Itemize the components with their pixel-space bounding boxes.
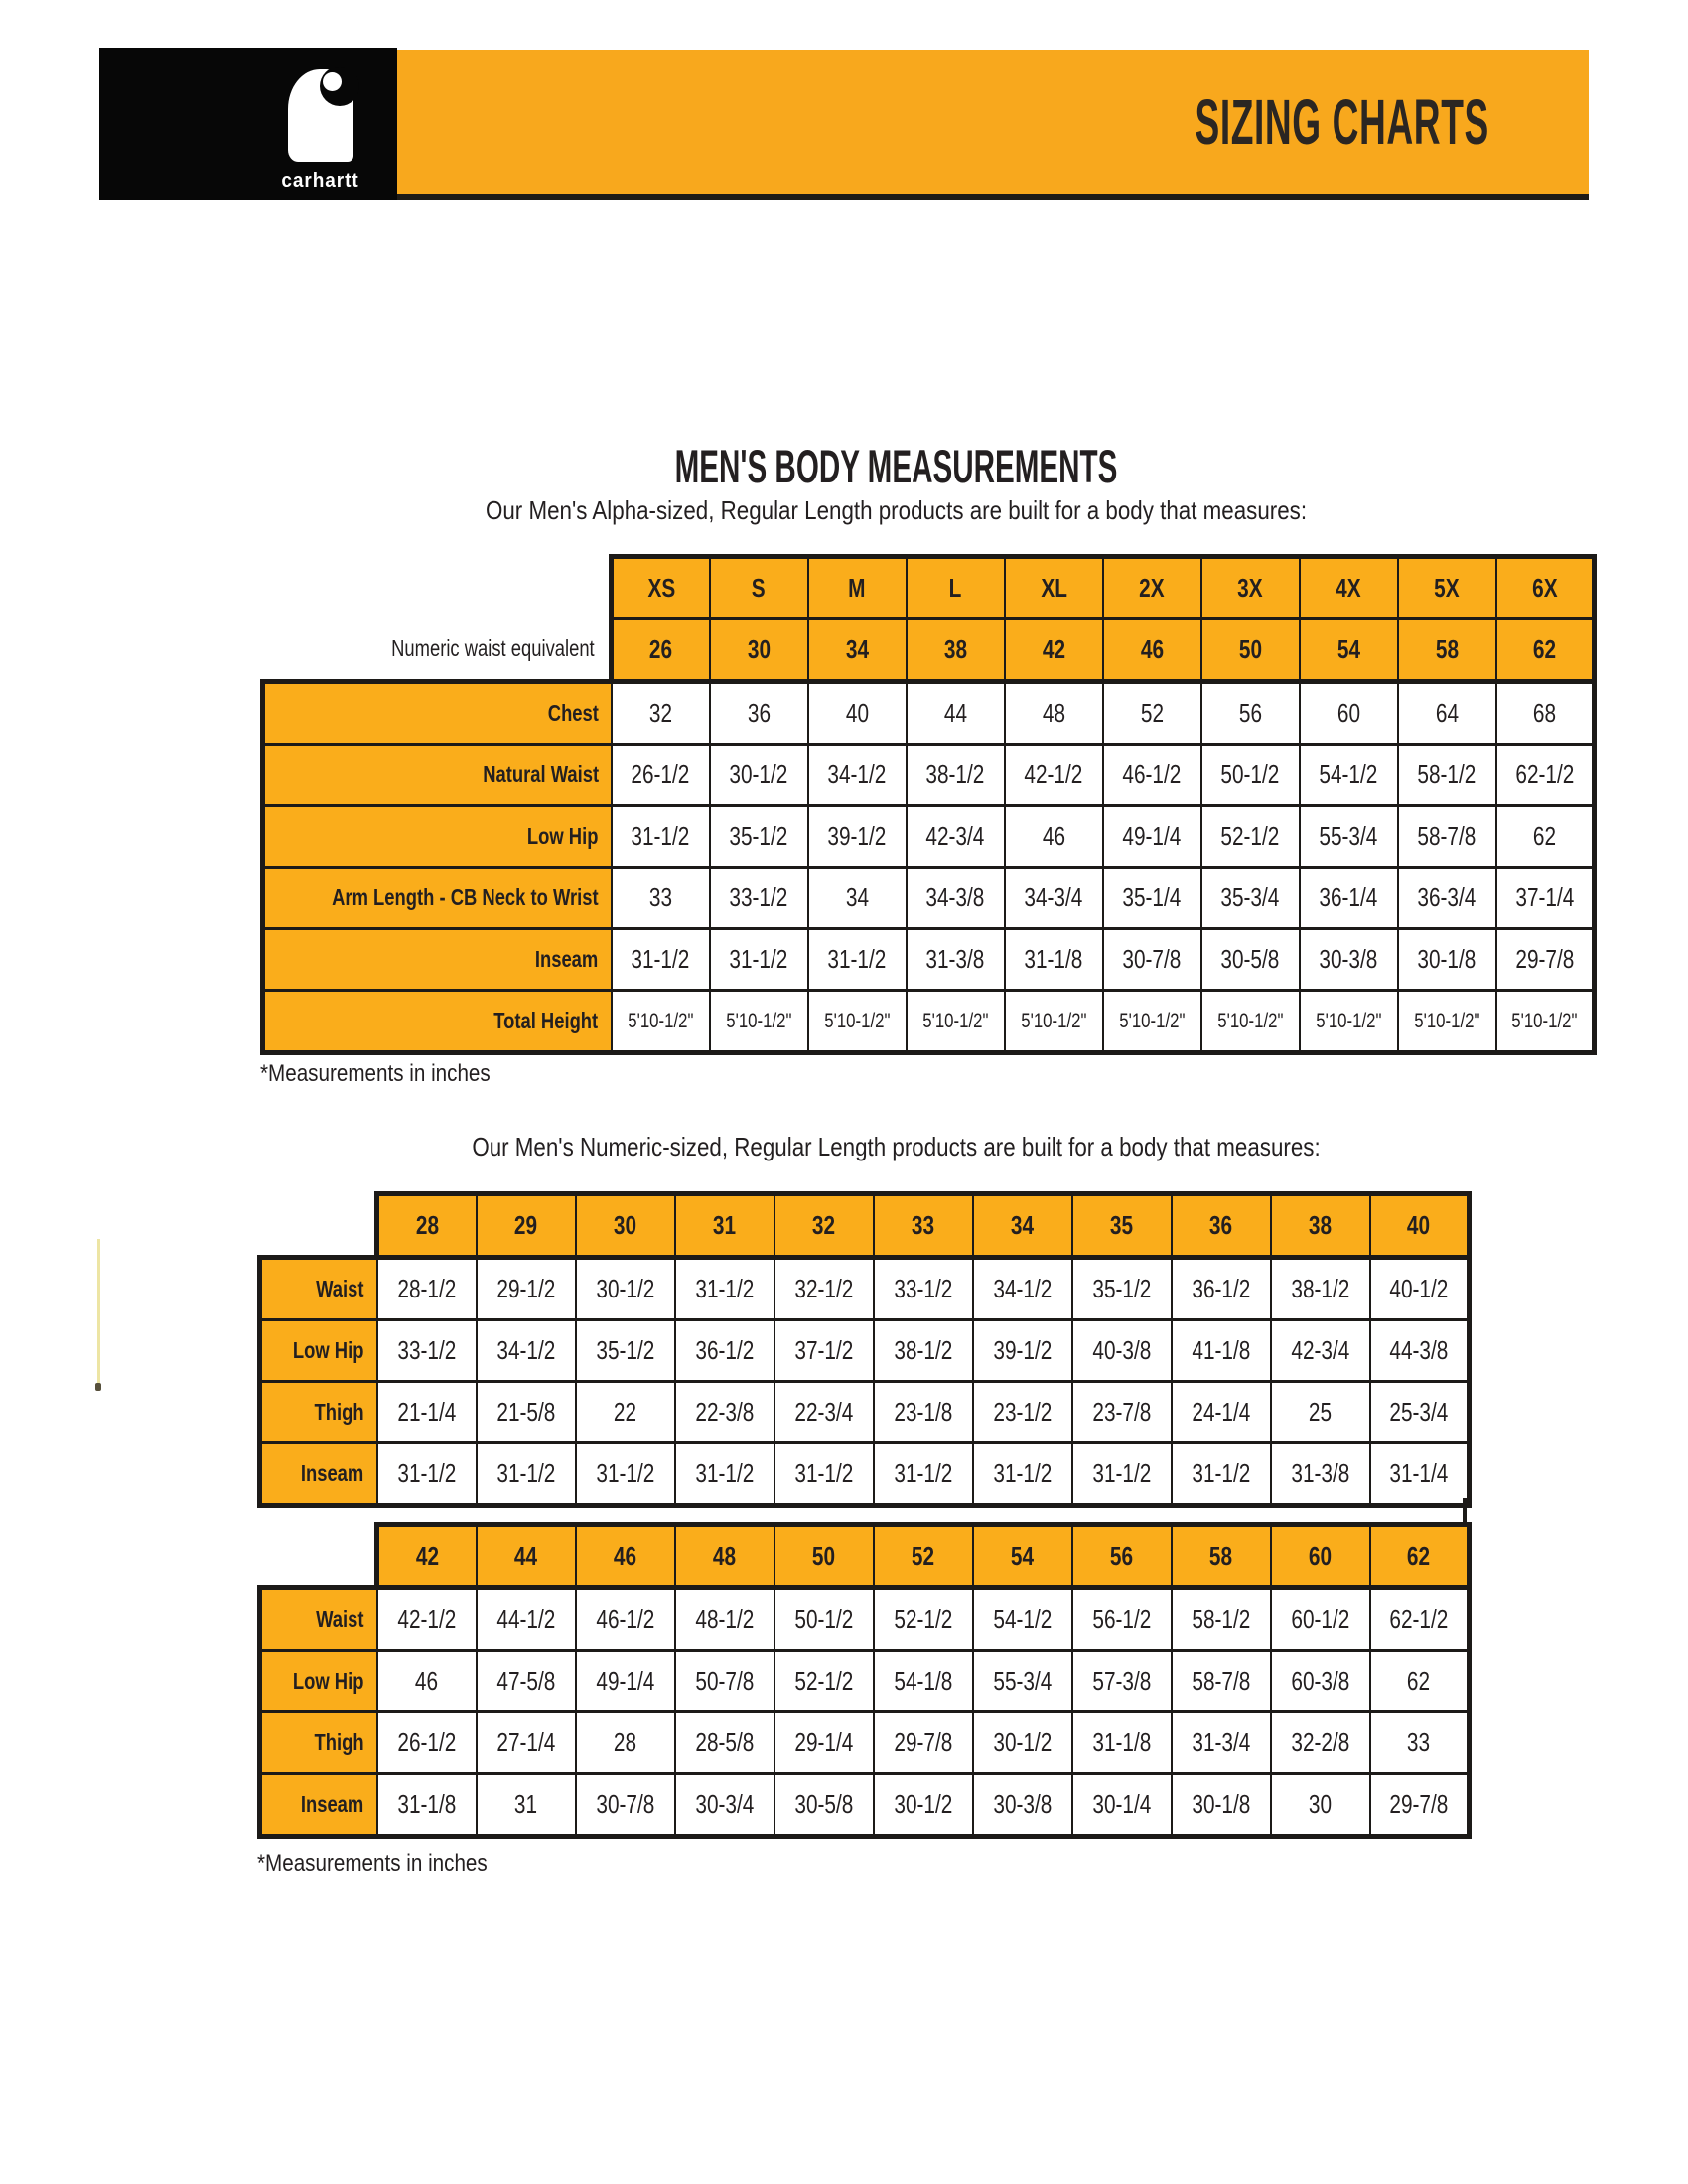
measurement-value: 33: [612, 868, 710, 929]
row-label: Arm Length - CB Neck to Wrist: [263, 868, 612, 929]
measurement-value: 33-1/2: [377, 1320, 477, 1382]
size-header-cell: 34: [973, 1194, 1072, 1258]
measurement-value: 32-1/2: [774, 1258, 874, 1320]
measurement-value: 21-5/8: [477, 1382, 576, 1443]
size-header-cell: 30: [576, 1194, 675, 1258]
measurement-value: 29-7/8: [1370, 1774, 1470, 1837]
measurement-value: 31-3/8: [1271, 1443, 1370, 1506]
measurement-value: 60: [1300, 682, 1398, 745]
measurement-value: 30-5/8: [774, 1774, 874, 1837]
measurement-value: 34-1/2: [808, 745, 907, 806]
measurement-row: [263, 868, 1595, 929]
size-header-cell: 33: [874, 1194, 973, 1258]
measurement-value: 5'10-1/2": [808, 991, 907, 1053]
measurement-value: 21-1/4: [377, 1382, 477, 1443]
measurement-value: 58-1/2: [1172, 1588, 1271, 1651]
measurement-value: 30-7/8: [1103, 929, 1201, 991]
measurement-value: 30-1/2: [874, 1774, 973, 1837]
measurement-value: 62: [1496, 806, 1595, 868]
numeric-size-table-28-40: [257, 1191, 1472, 1508]
size-header-cell: 54: [973, 1525, 1072, 1588]
measurement-value: 30-3/4: [675, 1774, 774, 1837]
measurement-value: 23-1/8: [874, 1382, 973, 1443]
measurement-row: [260, 1382, 1470, 1443]
row-label: Natural Waist: [263, 745, 612, 806]
measurement-value: 31-1/8: [1072, 1712, 1172, 1774]
measurement-row: [260, 1443, 1470, 1506]
measurement-value: 31-1/4: [1370, 1443, 1470, 1506]
measurement-value: 31-1/2: [710, 929, 808, 991]
measurement-value: 30-1/2: [576, 1258, 675, 1320]
measurement-value: 33: [1370, 1712, 1470, 1774]
measurement-value: 52: [1103, 682, 1201, 745]
numeric-waist-value: 34: [808, 619, 907, 682]
measurement-value: 37-1/2: [774, 1320, 874, 1382]
measurement-value: 68: [1496, 682, 1595, 745]
row-label: Waist: [260, 1588, 377, 1651]
measurement-value: 31-1/8: [1005, 929, 1103, 991]
measurement-value: 5'10-1/2": [1300, 991, 1398, 1053]
measurement-value: 54-1/8: [874, 1651, 973, 1712]
measurement-value: 29-1/2: [477, 1258, 576, 1320]
numeric-size-table-42-62-wrap: [257, 1522, 1472, 1839]
measurement-value: 38-1/2: [874, 1320, 973, 1382]
size-header-cell: 62: [1370, 1525, 1470, 1588]
measurement-value: 31-1/2: [612, 929, 710, 991]
row-label: Thigh: [260, 1712, 377, 1774]
size-header-cell: 56: [1072, 1525, 1172, 1588]
measurement-value: 62-1/2: [1370, 1588, 1470, 1651]
measurement-value: 56-1/2: [1072, 1588, 1172, 1651]
measurement-value: 44-3/8: [1370, 1320, 1470, 1382]
size-header-cell: 32: [774, 1194, 874, 1258]
size-header-row: [263, 557, 1595, 619]
numeric-waist-value: 46: [1103, 619, 1201, 682]
numeric-waist-value: 42: [1005, 619, 1103, 682]
empty-corner-cell: [260, 1194, 377, 1258]
measurement-value: 54-1/2: [1300, 745, 1398, 806]
measurement-value: 33-1/2: [874, 1258, 973, 1320]
measurement-value: 30-7/8: [576, 1774, 675, 1837]
row-label: Inseam: [260, 1443, 377, 1506]
measurement-value: 24-1/4: [1172, 1382, 1271, 1443]
measurement-value: 40-3/8: [1072, 1320, 1172, 1382]
measurement-value: 22: [576, 1382, 675, 1443]
size-header-cell: 28: [377, 1194, 477, 1258]
size-header-cell: 3X: [1201, 557, 1300, 619]
measurement-value: 50-1/2: [774, 1588, 874, 1651]
measurement-row: [260, 1258, 1470, 1320]
measurement-row: [260, 1320, 1470, 1382]
numeric-waist-value: 62: [1496, 619, 1595, 682]
measurement-value: 29-1/4: [774, 1712, 874, 1774]
size-header-cell: 58: [1172, 1525, 1271, 1588]
footnote-measurements-2: *Measurements in inches: [257, 1850, 488, 1877]
measurement-value: 31-1/2: [675, 1443, 774, 1506]
measurement-value: 36-3/4: [1398, 868, 1496, 929]
size-header-cell: S: [710, 557, 808, 619]
measurement-value: 31-3/8: [907, 929, 1005, 991]
alpha-sized-intro: Our Men's Alpha-sized, Regular Length products are built for a body that measures:: [485, 495, 1308, 525]
numeric-waist-row: [263, 619, 1595, 682]
measurement-value: 58-1/2: [1398, 745, 1496, 806]
numeric-waist-value: 30: [710, 619, 808, 682]
measurement-value: 58-7/8: [1172, 1651, 1271, 1712]
scan-artifact-speck: [95, 1383, 101, 1391]
size-header-cell: 60: [1271, 1525, 1370, 1588]
size-header-cell: 35: [1072, 1194, 1172, 1258]
measurement-value: 39-1/2: [973, 1320, 1072, 1382]
measurement-value: 27-1/4: [477, 1712, 576, 1774]
size-header-row: [260, 1525, 1470, 1588]
measurement-value: 58-7/8: [1398, 806, 1496, 868]
size-header-cell: 50: [774, 1525, 874, 1588]
size-header-cell: 2X: [1103, 557, 1201, 619]
measurement-value: 30-1/2: [973, 1712, 1072, 1774]
measurement-value: 38-1/2: [1271, 1258, 1370, 1320]
row-label: Low Hip: [263, 806, 612, 868]
measurement-value: 23-7/8: [1072, 1382, 1172, 1443]
measurement-value: 46: [377, 1651, 477, 1712]
empty-corner-cell: [263, 557, 612, 619]
numeric-sized-intro: Our Men's Numeric-sized, Regular Length products are built for a body that measures:: [472, 1132, 1321, 1161]
measurement-value: 36: [710, 682, 808, 745]
measurement-value: 35-3/4: [1201, 868, 1300, 929]
size-header-cell: L: [907, 557, 1005, 619]
measurement-value: 56: [1201, 682, 1300, 745]
measurement-value: 60-1/2: [1271, 1588, 1370, 1651]
carhartt-logo-box: [99, 48, 397, 200]
numeric-size-table-42-62: [257, 1522, 1472, 1839]
measurement-value: 5'10-1/2": [1103, 991, 1201, 1053]
size-header-cell: 52: [874, 1525, 973, 1588]
measurement-value: 30-1/8: [1398, 929, 1496, 991]
measurement-value: 26-1/2: [612, 745, 710, 806]
measurement-value: 31-1/2: [1072, 1443, 1172, 1506]
measurement-value: 31-1/2: [477, 1443, 576, 1506]
measurement-value: 31-1/2: [377, 1443, 477, 1506]
measurement-value: 5'10-1/2": [1201, 991, 1300, 1053]
measurement-value: 30-1/8: [1172, 1774, 1271, 1837]
page-header-title: SIZING CHARTS: [1195, 85, 1489, 158]
measurement-value: 31-1/2: [1172, 1443, 1271, 1506]
measurement-value: 34-1/2: [973, 1258, 1072, 1320]
measurement-value: 54-1/2: [973, 1588, 1072, 1651]
row-label: Low Hip: [260, 1320, 377, 1382]
measurement-value: 31-1/2: [808, 929, 907, 991]
measurement-value: 31-1/2: [874, 1443, 973, 1506]
carhartt-c-icon: [288, 69, 353, 162]
measurement-value: 57-3/8: [1072, 1651, 1172, 1712]
measurement-value: 36-1/4: [1300, 868, 1398, 929]
measurement-value: 34-3/4: [1005, 868, 1103, 929]
section-title: MEN'S BODY MEASUREMENTS: [674, 440, 1118, 492]
measurement-value: 5'10-1/2": [907, 991, 1005, 1053]
measurement-value: 44-1/2: [477, 1588, 576, 1651]
row-label: Waist: [260, 1258, 377, 1320]
measurement-value: 38-1/2: [907, 745, 1005, 806]
measurement-value: 39-1/2: [808, 806, 907, 868]
row-label: Inseam: [260, 1774, 377, 1837]
measurement-value: 35-1/2: [576, 1320, 675, 1382]
measurement-value: 31-1/2: [576, 1443, 675, 1506]
measurement-value: 64: [1398, 682, 1496, 745]
measurement-value: 26-1/2: [377, 1712, 477, 1774]
measurement-value: 28: [576, 1712, 675, 1774]
numeric-waist-value: 54: [1300, 619, 1398, 682]
measurement-value: 42-3/4: [1271, 1320, 1370, 1382]
measurement-value: 5'10-1/2": [1496, 991, 1595, 1053]
measurement-value: 34-3/8: [907, 868, 1005, 929]
measurement-value: 32: [612, 682, 710, 745]
alpha-size-table: [260, 554, 1597, 1055]
measurement-value: 30-3/8: [1300, 929, 1398, 991]
measurement-value: 31: [477, 1774, 576, 1837]
measurement-value: 48: [1005, 682, 1103, 745]
size-header-cell: XL: [1005, 557, 1103, 619]
measurement-value: 55-3/4: [973, 1651, 1072, 1712]
measurement-value: 50-7/8: [675, 1651, 774, 1712]
measurement-value: 30-3/8: [973, 1774, 1072, 1837]
measurement-value: 40-1/2: [1370, 1258, 1470, 1320]
measurement-value: 29-7/8: [874, 1712, 973, 1774]
footnote-measurements-1: *Measurements in inches: [260, 1060, 491, 1087]
measurement-value: 31-1/2: [973, 1443, 1072, 1506]
scan-artifact-line: [97, 1239, 100, 1386]
measurement-value: 29-7/8: [1496, 929, 1595, 991]
measurement-value: 31-1/2: [675, 1258, 774, 1320]
measurement-row: [263, 806, 1595, 868]
measurement-value: 41-1/8: [1172, 1320, 1271, 1382]
measurement-value: 47-5/8: [477, 1651, 576, 1712]
brand-wordmark: carhartt: [281, 170, 359, 192]
numeric-waist-value: 50: [1201, 619, 1300, 682]
size-header-cell: 48: [675, 1525, 774, 1588]
measurement-value: 55-3/4: [1300, 806, 1398, 868]
measurement-value: 28-5/8: [675, 1712, 774, 1774]
measurement-value: 34-1/2: [477, 1320, 576, 1382]
measurement-value: 52-1/2: [774, 1651, 874, 1712]
measurement-value: 33-1/2: [710, 868, 808, 929]
measurement-value: 46: [1005, 806, 1103, 868]
measurement-value: 49-1/4: [1103, 806, 1201, 868]
alpha-size-table-wrap: [260, 554, 1597, 1055]
measurement-value: 30-5/8: [1201, 929, 1300, 991]
size-header-cell: 36: [1172, 1194, 1271, 1258]
row-label: Inseam: [263, 929, 612, 991]
numeric-waist-value: 38: [907, 619, 1005, 682]
measurement-value: 52-1/2: [874, 1588, 973, 1651]
size-header-cell: 5X: [1398, 557, 1496, 619]
measurement-value: 42-1/2: [377, 1588, 477, 1651]
size-header-cell: 46: [576, 1525, 675, 1588]
numeric-waist-value: 26: [612, 619, 710, 682]
measurement-value: 22-3/4: [774, 1382, 874, 1443]
measurement-value: 5'10-1/2": [1005, 991, 1103, 1053]
measurement-value: 30-1/4: [1072, 1774, 1172, 1837]
numeric-size-table-28-40-wrap: [257, 1191, 1472, 1508]
measurement-value: 5'10-1/2": [612, 991, 710, 1053]
measurement-value: 42-3/4: [907, 806, 1005, 868]
measurement-value: 31-1/2: [774, 1443, 874, 1506]
measurement-value: 31-1/2: [612, 806, 710, 868]
empty-corner-cell: [260, 1525, 377, 1588]
size-header-cell: M: [808, 557, 907, 619]
measurement-value: 62: [1370, 1651, 1470, 1712]
measurement-value: 36-1/2: [1172, 1258, 1271, 1320]
size-header-cell: 29: [477, 1194, 576, 1258]
row-label: Chest: [263, 682, 612, 745]
measurement-row: [263, 682, 1595, 745]
size-header-cell: 38: [1271, 1194, 1370, 1258]
carhartt-c-swirl-dot: [323, 72, 342, 91]
measurement-value: 22-3/8: [675, 1382, 774, 1443]
measurement-value: 35-1/2: [710, 806, 808, 868]
carhartt-logo: [263, 69, 377, 193]
measurement-value: 25: [1271, 1382, 1370, 1443]
measurement-value: 42-1/2: [1005, 745, 1103, 806]
measurement-value: 50-1/2: [1201, 745, 1300, 806]
row-label: Total Height: [263, 991, 612, 1053]
measurement-row: [263, 745, 1595, 806]
size-header-cell: 42: [377, 1525, 477, 1588]
row-label: Thigh: [260, 1382, 377, 1443]
measurement-row: [260, 1651, 1470, 1712]
measurement-row: [260, 1588, 1470, 1651]
measurement-row: [260, 1712, 1470, 1774]
measurement-value: 31-1/8: [377, 1774, 477, 1837]
measurement-value: 28-1/2: [377, 1258, 477, 1320]
size-header-row: [260, 1194, 1470, 1258]
measurement-value: 5'10-1/2": [710, 991, 808, 1053]
size-header-cell: 4X: [1300, 557, 1398, 619]
measurement-value: 5'10-1/2": [1398, 991, 1496, 1053]
measurement-value: 46-1/2: [576, 1588, 675, 1651]
measurement-row: [260, 1774, 1470, 1837]
measurement-value: 49-1/4: [576, 1651, 675, 1712]
measurement-value: 35-1/2: [1072, 1258, 1172, 1320]
measurement-value: 32-2/8: [1271, 1712, 1370, 1774]
measurement-value: 36-1/2: [675, 1320, 774, 1382]
measurement-value: 25-3/4: [1370, 1382, 1470, 1443]
size-header-cell: 31: [675, 1194, 774, 1258]
measurement-value: 30: [1271, 1774, 1370, 1837]
measurement-row: [263, 929, 1595, 991]
row-label: Low Hip: [260, 1651, 377, 1712]
measurement-value: 30-1/2: [710, 745, 808, 806]
measurement-value: 23-1/2: [973, 1382, 1072, 1443]
measurement-value: 44: [907, 682, 1005, 745]
numeric-waist-value: 58: [1398, 619, 1496, 682]
size-header-cell: 44: [477, 1525, 576, 1588]
size-header-cell: 40: [1370, 1194, 1470, 1258]
measurement-value: 48-1/2: [675, 1588, 774, 1651]
numeric-waist-label: Numeric waist equivalent: [391, 635, 596, 662]
measurement-value: 60-3/8: [1271, 1651, 1370, 1712]
measurement-value: 52-1/2: [1201, 806, 1300, 868]
measurement-value: 62-1/2: [1496, 745, 1595, 806]
measurement-value: 34: [808, 868, 907, 929]
measurement-value: 31-3/4: [1172, 1712, 1271, 1774]
size-header-cell: 6X: [1496, 557, 1595, 619]
measurement-row: [263, 991, 1595, 1053]
measurement-value: 46-1/2: [1103, 745, 1201, 806]
measurement-value: 35-1/4: [1103, 868, 1201, 929]
size-header-cell: XS: [612, 557, 710, 619]
measurement-value: 37-1/4: [1496, 868, 1595, 929]
measurement-value: 40: [808, 682, 907, 745]
